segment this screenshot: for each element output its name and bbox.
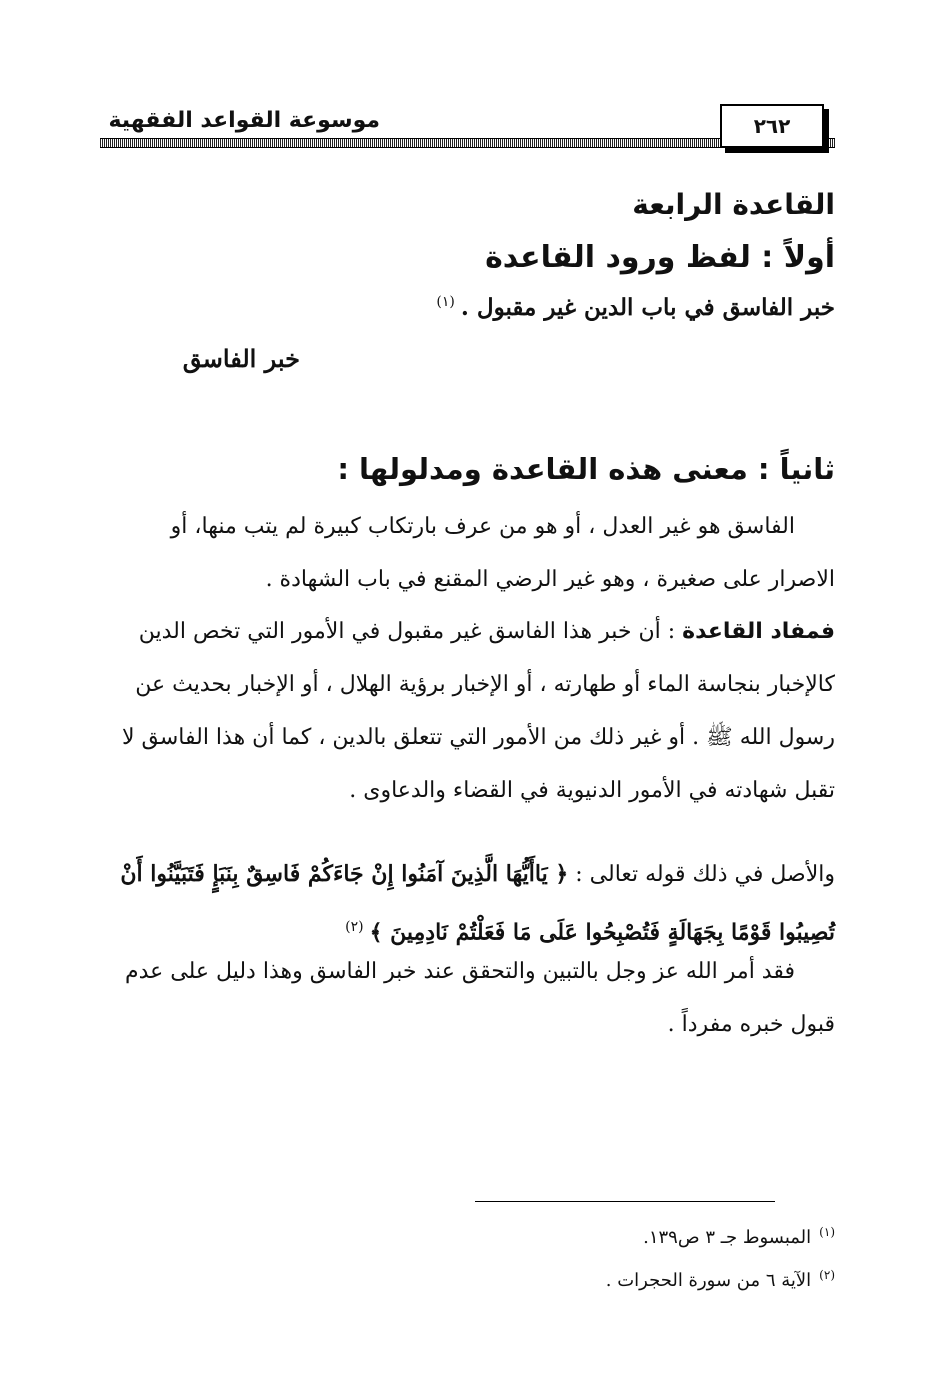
section-heading-wording: أولاً : لفظ ورود القاعدة (485, 240, 835, 275)
rule-statement-text: خبر الفاسق في باب الدين غير مقبول . (460, 294, 835, 321)
footnote-ref-1: (١) (436, 294, 455, 311)
paragraph-conclusion-text: فقد أمر الله عز وجل بالتبين والتحقق عند خبر الفاسق وهذا دليل على عدم قبول خبره مفرداً . (125, 959, 835, 1037)
rule-short-form: خبر الفاسق (182, 344, 300, 373)
paragraph-conclusion (100, 945, 835, 1051)
footnote-separator (475, 1201, 775, 1202)
quran-verse: ﴿ يَاأَيُّهَا الَّذِينَ آمَنُوا إِنْ جَاءَكُمْ فَاسِقٌ بِنَبَإٍ فَتَبَيَّنُوا أَنْ تُصِيبُوا قَوْمًا بِجَهَالَةٍ فَتُصْبِحُوا عَلَى مَا فَعَلْتُمْ نَادِمِينَ ﴾ (120, 861, 835, 946)
footnote-number: (٢) (819, 1268, 835, 1282)
rule-statement (436, 294, 835, 321)
paragraph-definition-text: الفاسق هو غير العدل ، أو هو من عرف بارتكاب كبيرة لم يتب منها، أو الاصرار على صغيرة ، وهو غير الرضي المقنع في باب الشهادة . (170, 514, 835, 592)
footnote-text: الآية ٦ من سورة الحجرات . (605, 1270, 812, 1291)
footnote-number: (١) (819, 1225, 835, 1239)
section-heading-meaning: ثانياً : معنى هذه القاعدة ومدلولها : (337, 452, 835, 486)
paragraph-rule-meaning (100, 605, 835, 817)
paragraph-rule-meaning-text: : أن خبر هذا الفاسق غير مقبول في الأمور التي تخص الدين كالإخبار بنجاسة الماء أو طهارته ، أو الإخبار برؤية الهلال ، أو الإخبار بحديث عن رسول الله ﷺ . أو غير ذلك من الأمور التي تتعلق بالدين ، كما أن هذا الفاسق لا تقبل شهادته في الأمور الدنيوية في القضاء والدعاوى . (121, 619, 835, 803)
footnote-2 (606, 1268, 835, 1291)
footnote-1 (643, 1225, 835, 1248)
footnote-text: المبسوط جـ ٣ ص١٣٩. (643, 1227, 812, 1248)
evidence-intro: والأصل في ذلك قوله تعالى : (568, 862, 835, 887)
paragraph-label: فمفاد القاعدة (682, 619, 835, 644)
paragraph-definition (100, 500, 835, 606)
page-number: ٢٦٢ (720, 104, 824, 148)
paragraph-evidence (100, 848, 835, 959)
rule-heading: القاعدة الرابعة (632, 188, 835, 221)
book-title: موسوعة القواعد الفقهية (108, 108, 380, 133)
footnote-ref-2: (٢) (345, 919, 364, 935)
